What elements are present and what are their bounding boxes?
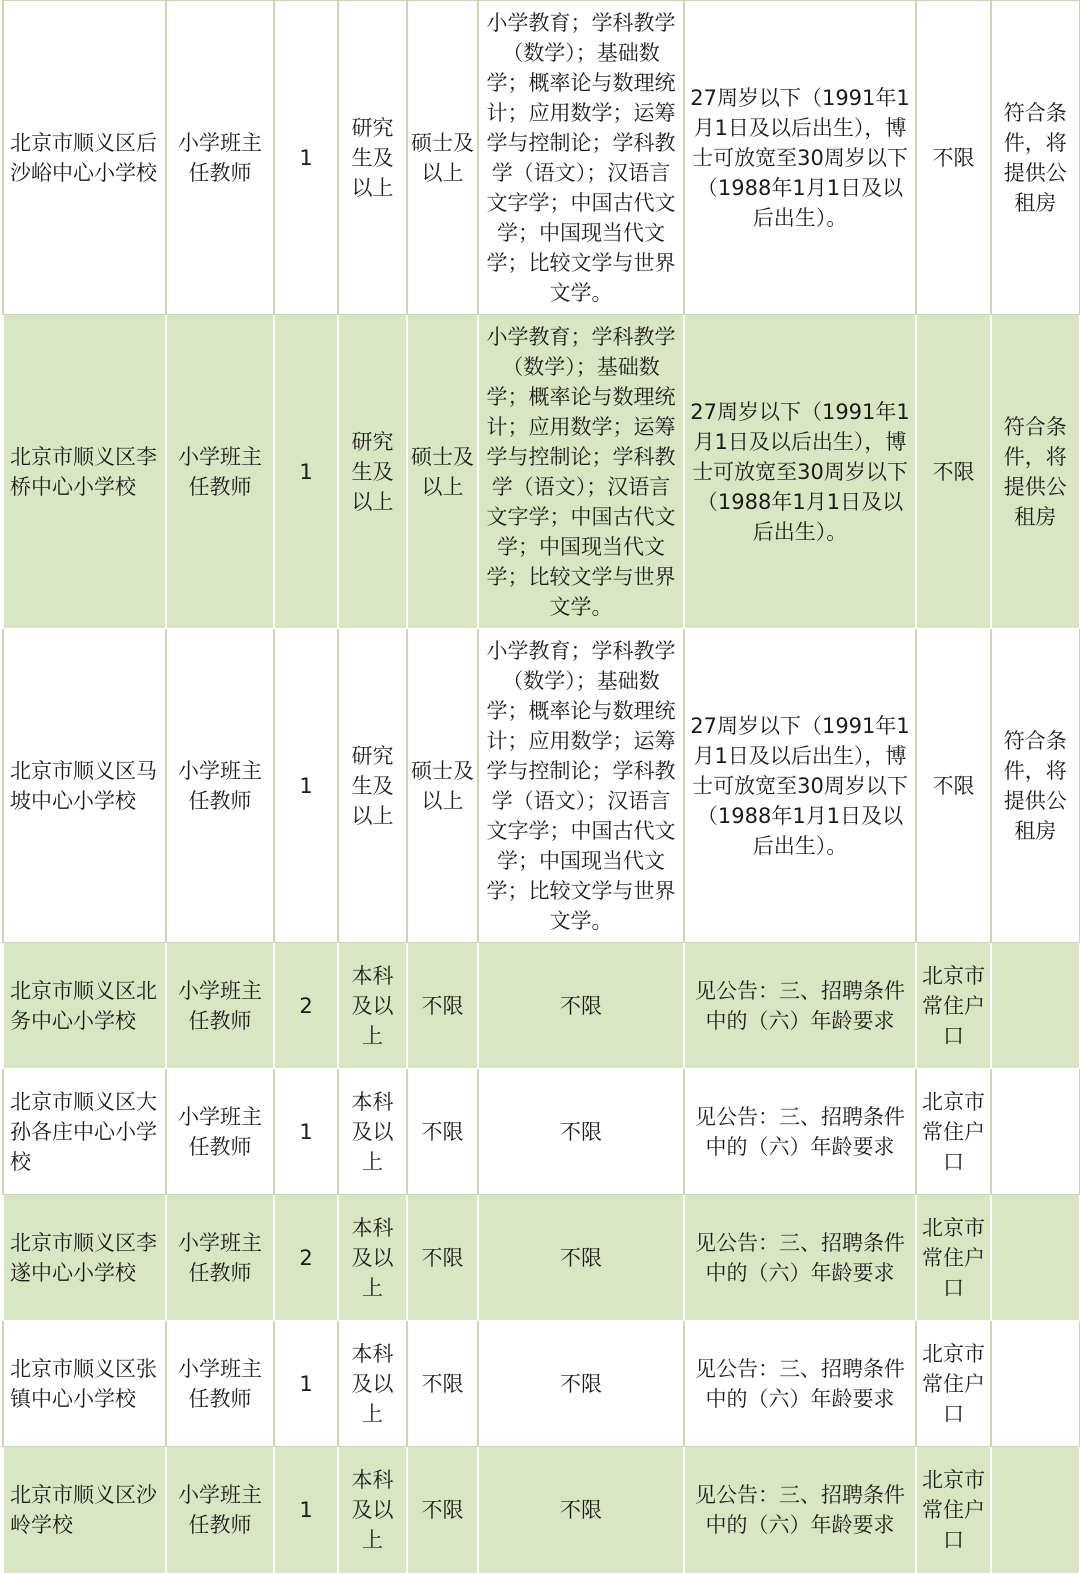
count-cell: 1 [274, 1447, 338, 1574]
table-row [3, 1321, 1079, 1447]
education-cell: 本科及以上 [338, 943, 407, 1069]
school-cell: 北京市顺义区张镇中心小学校 [3, 1321, 166, 1447]
education-cell: 本科及以上 [338, 1069, 407, 1195]
table-row [3, 1, 1079, 315]
position-cell: 小学班主任教师 [166, 1447, 274, 1574]
note-cell [991, 1069, 1079, 1195]
degree-cell: 硕士及以上 [407, 629, 478, 943]
degree-cell: 硕士及以上 [407, 1, 478, 315]
major-cell: 不限 [478, 943, 684, 1069]
hukou-cell: 北京市常住户口 [916, 1069, 991, 1195]
age-cell: 27周岁以下（1991年1月1日及以后出生），博士可放宽至30周岁以下（1988年1月1日及以后出生）。 [684, 315, 916, 629]
note-cell [991, 1321, 1079, 1447]
count-cell: 1 [274, 629, 338, 943]
education-cell: 本科及以上 [338, 1195, 407, 1321]
position-cell: 小学班主任教师 [166, 1321, 274, 1447]
position-cell: 小学班主任教师 [166, 629, 274, 943]
degree-cell: 不限 [407, 1069, 478, 1195]
age-cell: 见公告：三、招聘条件中的（六）年龄要求 [684, 1447, 916, 1574]
school-cell: 北京市顺义区大孙各庄中心小学校 [3, 1069, 166, 1195]
age-cell: 见公告：三、招聘条件中的（六）年龄要求 [684, 1069, 916, 1195]
hukou-cell: 北京市常住户口 [916, 1447, 991, 1574]
major-cell: 不限 [478, 1321, 684, 1447]
table-row [3, 1069, 1079, 1195]
count-cell: 2 [274, 1195, 338, 1321]
age-cell: 27周岁以下（1991年1月1日及以后出生），博士可放宽至30周岁以下（1988年1月1日及以后出生）。 [684, 629, 916, 943]
note-cell [991, 1447, 1079, 1574]
position-cell: 小学班主任教师 [166, 943, 274, 1069]
school-cell: 北京市顺义区后沙峪中心小学校 [3, 1, 166, 315]
position-cell: 小学班主任教师 [166, 1069, 274, 1195]
major-cell: 不限 [478, 1069, 684, 1195]
count-cell: 1 [274, 315, 338, 629]
age-cell: 见公告：三、招聘条件中的（六）年龄要求 [684, 1321, 916, 1447]
note-cell [991, 1195, 1079, 1321]
table-row [3, 943, 1079, 1069]
major-cell: 小学教育；学科教学（数学）；基础数学；概率论与数理统计；应用数学；运筹学与控制论；学科教学（语文）；汉语言文字学；中国古代文学；中国现当代文学；比较文学与世界文学。 [478, 315, 684, 629]
degree-cell: 不限 [407, 1447, 478, 1574]
school-cell: 北京市顺义区沙岭学校 [3, 1447, 166, 1574]
position-cell: 小学班主任教师 [166, 315, 274, 629]
degree-cell: 不限 [407, 943, 478, 1069]
degree-cell: 不限 [407, 1195, 478, 1321]
note-cell: 符合条件，将提供公租房 [991, 1, 1079, 315]
table-row [3, 1447, 1079, 1574]
table-row [3, 315, 1079, 629]
table-row [3, 1195, 1079, 1321]
hukou-cell: 北京市常住户口 [916, 943, 991, 1069]
hukou-cell: 北京市常住户口 [916, 1195, 991, 1321]
education-cell: 研究生及以上 [338, 1, 407, 315]
school-cell: 北京市顺义区李桥中心小学校 [3, 315, 166, 629]
count-cell: 1 [274, 1069, 338, 1195]
major-cell: 小学教育；学科教学（数学）；基础数学；概率论与数理统计；应用数学；运筹学与控制论；学科教学（语文）；汉语言文字学；中国古代文学；中国现当代文学；比较文学与世界文学。 [478, 629, 684, 943]
major-cell: 不限 [478, 1447, 684, 1574]
hukou-cell: 北京市常住户口 [916, 1321, 991, 1447]
major-cell: 不限 [478, 1195, 684, 1321]
school-cell: 北京市顺义区李遂中心小学校 [3, 1195, 166, 1321]
position-cell: 小学班主任教师 [166, 1, 274, 315]
table-row [3, 629, 1079, 943]
hukou-cell: 不限 [916, 1, 991, 315]
count-cell: 2 [274, 943, 338, 1069]
education-cell: 本科及以上 [338, 1321, 407, 1447]
hukou-cell: 不限 [916, 629, 991, 943]
age-cell: 见公告：三、招聘条件中的（六）年龄要求 [684, 1195, 916, 1321]
recruitment-table [2, 0, 1080, 1574]
count-cell: 1 [274, 1321, 338, 1447]
hukou-cell: 不限 [916, 315, 991, 629]
education-cell: 研究生及以上 [338, 315, 407, 629]
major-cell: 小学教育；学科教学（数学）；基础数学；概率论与数理统计；应用数学；运筹学与控制论；学科教学（语文）；汉语言文字学；中国古代文学；中国现当代文学；比较文学与世界文学。 [478, 1, 684, 315]
note-cell: 符合条件，将提供公租房 [991, 315, 1079, 629]
count-cell: 1 [274, 1, 338, 315]
age-cell: 27周岁以下（1991年1月1日及以后出生），博士可放宽至30周岁以下（1988年1月1日及以后出生）。 [684, 1, 916, 315]
school-cell: 北京市顺义区北务中心小学校 [3, 943, 166, 1069]
age-cell: 见公告：三、招聘条件中的（六）年龄要求 [684, 943, 916, 1069]
note-cell: 符合条件，将提供公租房 [991, 629, 1079, 943]
education-cell: 本科及以上 [338, 1447, 407, 1574]
degree-cell: 硕士及以上 [407, 315, 478, 629]
education-cell: 研究生及以上 [338, 629, 407, 943]
school-cell: 北京市顺义区马坡中心小学校 [3, 629, 166, 943]
degree-cell: 不限 [407, 1321, 478, 1447]
position-cell: 小学班主任教师 [166, 1195, 274, 1321]
note-cell [991, 943, 1079, 1069]
